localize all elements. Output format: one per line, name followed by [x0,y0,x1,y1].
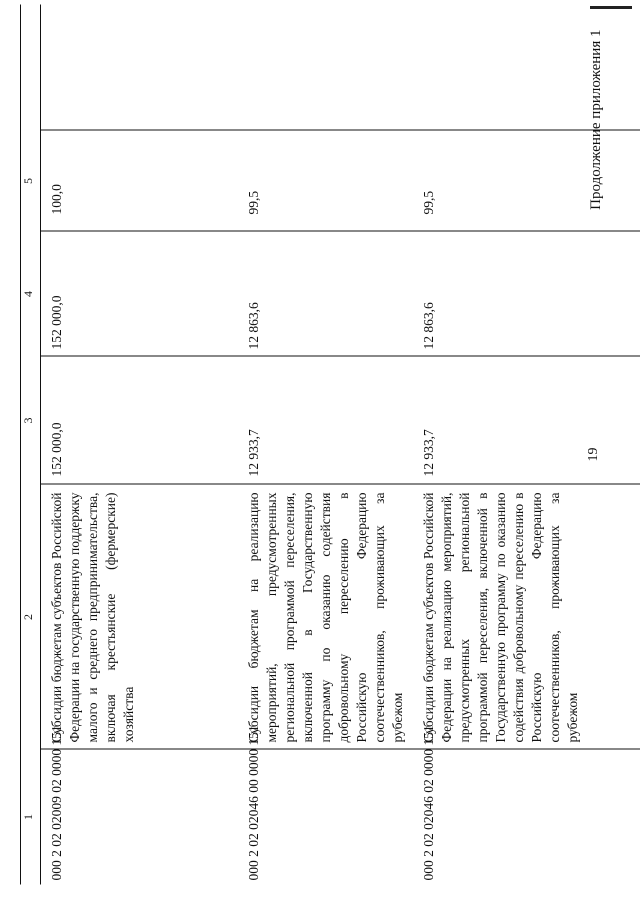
column-divider [40,356,640,357]
column-header: 4 [21,291,35,297]
column-header: 3 [21,417,35,424]
row-actual-value: 12 863,6 [421,302,436,350]
row-code: 000 2 02 02046 02 0000 151 [421,725,436,881]
table-header-border [40,5,41,885]
column-divider [40,130,640,131]
row-actual-value: 152 000,0 [49,295,64,350]
column-divider [40,749,640,750]
row-plan-value: 12 933,7 [246,429,261,477]
page-number: 19 [586,447,601,462]
row-actual-value: 12 863,6 [246,302,261,350]
row-percent: 99,5 [246,190,261,215]
row-plan-value: 12 933,7 [421,429,436,477]
column-divider [40,231,640,232]
row-plan-value: 152 000,0 [49,422,64,477]
column-header: 5 [21,178,35,184]
appendix-continuation-title: Продолжение приложения 1 [588,29,604,210]
row-percent: 100,0 [49,184,64,215]
row-percent: 99,5 [421,190,436,215]
row-code: 000 2 02 02009 02 0000 151 [49,725,64,881]
column-header: 1 [21,814,35,820]
row-name: Субсидии бюджетам субъектов Российской Федерации на реализацию мероприятий, предусмотренных региональной программой переселения, включенной в Государственную программу по оказанию содействия добровольному переселению в Российскую Федерацию соотечественников, проживающих за рубежом [421,492,580,743]
row-name: Субсидии бюджетам субъектов Российской Федерации на государственную поддержку малого и среднего предпринимательства, включая крестьянские (фермерские) хозяйства [49,492,136,743]
column-divider [40,484,640,485]
column-header: 2 [21,614,35,620]
row-name: Субсидии бюджетам на реализацию мероприятий, предусмотренных региональной программой переселения, включенной в Государственную программу по оказанию содействия добровольному переселению в Российскую Федерацию соотечественников, проживающих за рубежом [246,492,405,743]
row-code: 000 2 02 02046 00 0000 151 [246,725,261,881]
